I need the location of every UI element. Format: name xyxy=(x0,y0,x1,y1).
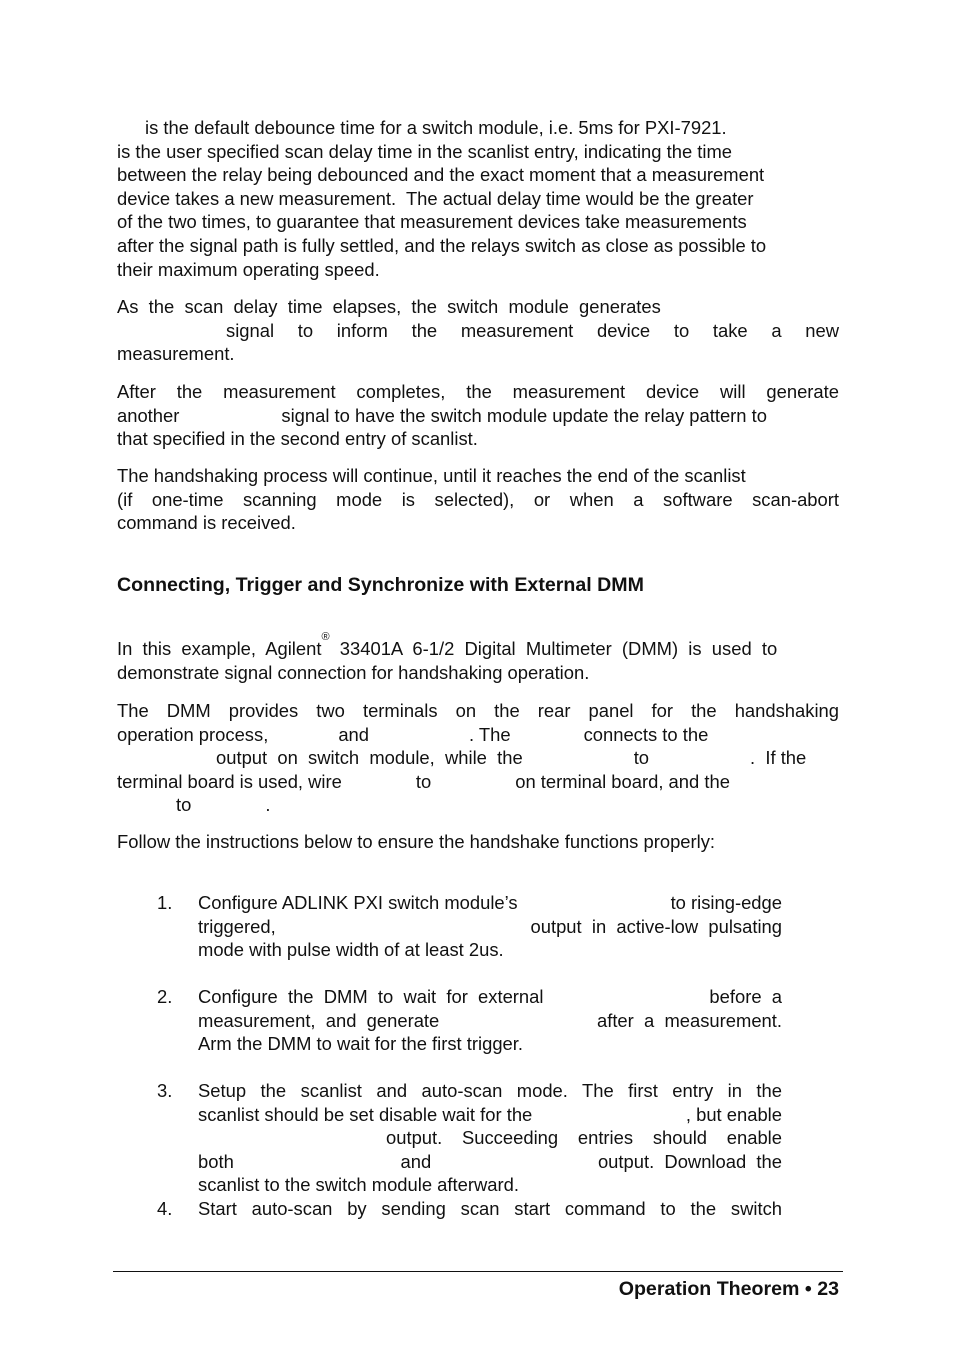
text-segment: and xyxy=(400,1150,432,1172)
text-line: is the default debounce time for a switch module, i.e. 5ms for PXI-7921. xyxy=(145,117,727,138)
section-heading: Connecting, Trigger and Synchronize with External DMM xyxy=(117,574,644,596)
text-segment: signal to have the switch module update the relay pattern to xyxy=(281,404,767,426)
paragraph-dmm-terminals xyxy=(117,699,839,817)
text-segment: to xyxy=(176,794,192,816)
text-line: The handshaking process will continue, until it reaches the end of the scanlist xyxy=(117,465,746,486)
registered-mark: ® xyxy=(321,631,330,643)
text-line: after the signal path is fully settled, and the relays switch as close as possible to xyxy=(117,234,767,256)
text-segment: output. Download the xyxy=(597,1150,782,1172)
list-number: 4. xyxy=(157,1198,173,1219)
text-line: is the user specified scan delay time in the scanlist entry, indicating the time xyxy=(117,140,733,162)
text-segment: to rising-edge xyxy=(670,892,782,913)
text-segment: connects to the xyxy=(583,723,709,745)
text-line: their maximum operating speed. xyxy=(117,258,380,280)
paragraph-follow-instructions xyxy=(117,830,839,854)
list-number: 2. xyxy=(157,986,173,1007)
page-footer: Operation Theorem • 23 xyxy=(618,1278,839,1300)
text-segment: to xyxy=(633,747,650,769)
text-segment: operation process, xyxy=(117,723,269,745)
list-number: 1. xyxy=(157,892,173,913)
text-segment: to xyxy=(415,770,432,792)
text-line: The DMM provides two terminals on the rear panel for the handshaking xyxy=(117,700,839,721)
text-segment: scanlist should be set disable wait for the xyxy=(198,1103,533,1125)
text-line: that specified in the second entry of scanlist. xyxy=(117,428,478,450)
text-line: Start auto-scan by sending scan start command to the switch xyxy=(198,1198,782,1219)
text-segment: Configure ADLINK PXI switch module’s xyxy=(198,892,518,913)
text-line: Follow the instructions below to ensure the handshake functions properly: xyxy=(117,831,716,852)
text-line: (if one-time scanning mode is selected), or when a software scan-abort xyxy=(117,488,839,510)
text-line: Setup the scanlist and auto-scan mode. The first entry in the xyxy=(198,1080,782,1101)
paragraph-example xyxy=(117,631,839,684)
text-segment: , but enable xyxy=(685,1103,782,1125)
paragraph-measurement-completes xyxy=(117,380,839,451)
text-segment: on terminal board, and the xyxy=(515,770,730,792)
text-line: scanlist to the switch module afterward. xyxy=(198,1174,519,1196)
text-line: signal to inform the measurement device to take a new xyxy=(226,319,839,341)
text-segment: . xyxy=(265,794,271,816)
text-segment: output in active-low pulsating xyxy=(530,915,782,937)
text-segment: after a measurement. xyxy=(596,1009,782,1031)
text-line: demonstrate signal connection for handshaking operation. xyxy=(117,661,590,683)
text-line: device takes a new measurement. The actual delay time would be the greater xyxy=(117,187,754,209)
text-line: command is received. xyxy=(117,512,296,534)
text-segment: another xyxy=(117,404,180,426)
paragraph-debounce xyxy=(117,116,839,281)
text-segment: measurement, and generate xyxy=(198,1009,440,1031)
list-number: 3. xyxy=(157,1080,173,1101)
text-line: output. Succeeding entries should enable xyxy=(386,1127,782,1149)
text-segment: terminal board is used, wire xyxy=(117,770,342,792)
text-line: of the two times, to guarantee that measurement devices take measurements xyxy=(117,211,747,233)
text-segment: triggered, xyxy=(198,915,276,937)
text-segment: . If the xyxy=(750,747,807,769)
text-segment: 33401A 6-1/2 Digital Multimeter (DMM) is used to xyxy=(329,638,778,659)
text-segment: before a xyxy=(709,986,782,1007)
text-segment: and xyxy=(338,723,369,745)
text-line: Arm the DMM to wait for the first trigger. xyxy=(198,1033,523,1055)
text-line: mode with pulse width of at least 2us. xyxy=(198,939,504,961)
text-line: between the relay being debounced and the exact moment that a measurement xyxy=(117,164,765,186)
text-segment: . The xyxy=(469,723,511,745)
paragraph-handshaking-continue xyxy=(117,464,839,535)
text-line: As the scan delay time elapses, the switch module generates xyxy=(117,296,661,317)
text-segment: output on switch module, while the xyxy=(216,747,523,769)
text-line: measurement. xyxy=(117,343,235,365)
paragraph-scan-delay xyxy=(117,295,839,366)
footer-rule xyxy=(113,1271,843,1272)
text-segment: both xyxy=(198,1150,234,1172)
text-segment: In this example, Agilent xyxy=(117,638,322,659)
text-segment: Configure the DMM to wait for external xyxy=(198,986,544,1007)
text-line: After the measurement completes, the measurement device will generate xyxy=(117,381,839,402)
